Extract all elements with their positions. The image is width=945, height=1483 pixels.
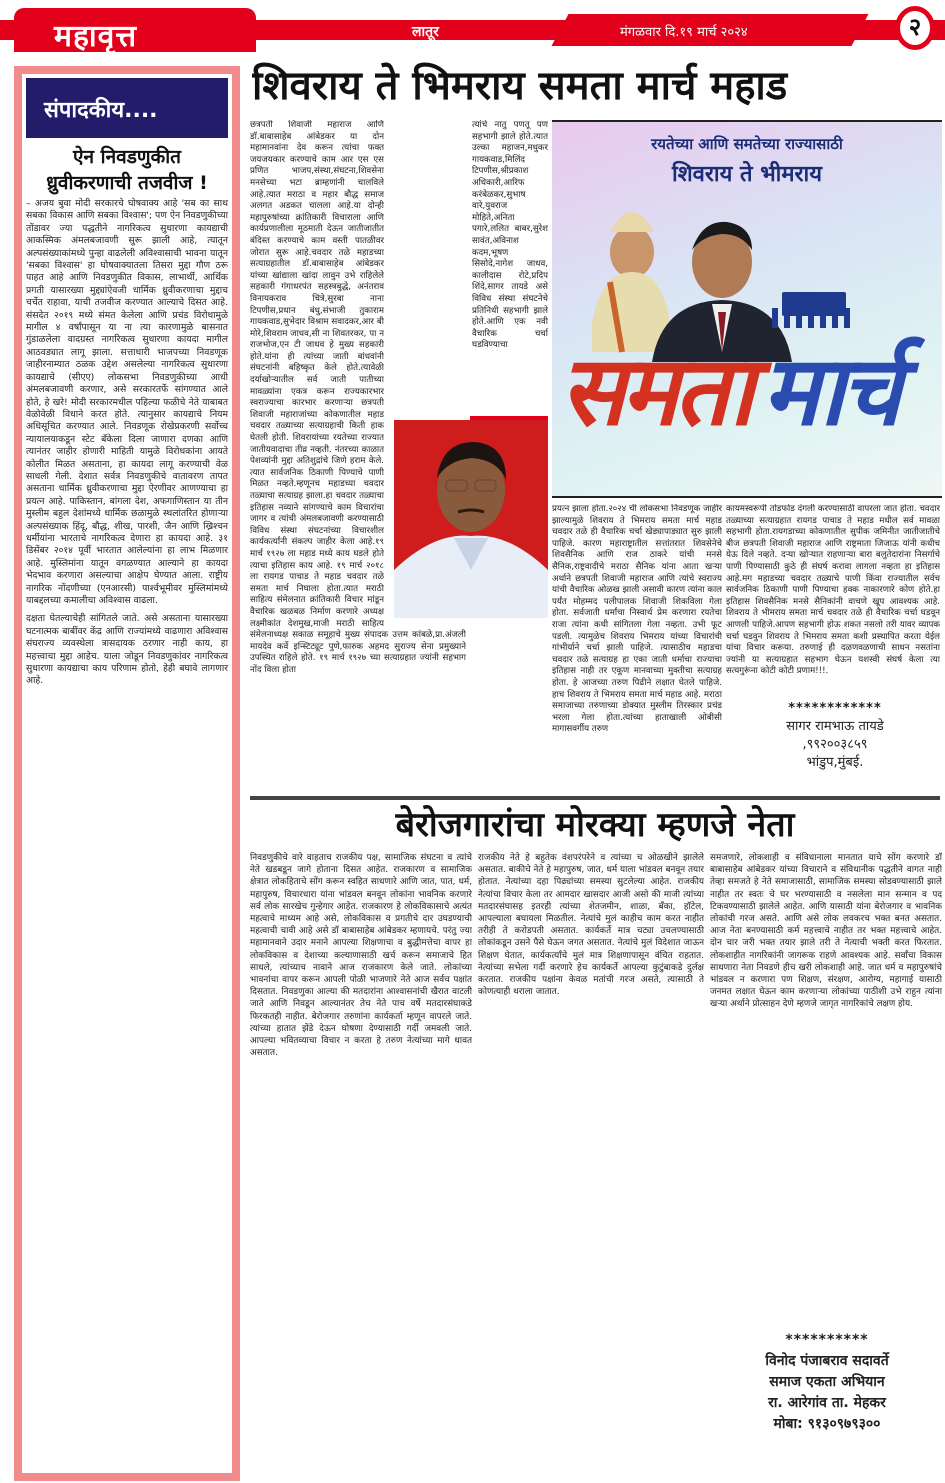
masthead	[0, 0, 945, 56]
signature-stars: **********	[785, 1332, 869, 1348]
author-name: विनोद पंजाबराव सदावर्ते	[765, 1353, 889, 1369]
author-address: रा. आरेगांव ता. मेहकर	[768, 1395, 886, 1411]
page-number: २	[895, 6, 935, 50]
article1-column-2: त्यांचे नातु पणतू पण सहभागी झाले होते.त्यात उल्का महाजन,मधुकर गायकवाड,मिलिंद टिपणीस,श्रीप्रकाश अधिकारी,आरिफ करंबेळकर,सुभाष वारे,युवराज मोहिते,अनिता पगारे,ललित बाबर,सुरेश सावंत,अविनाश कदम,भूषण सिसोदे,नागेश जाधव, कालीदास रोटे,प्रदिप शिंदे,सागर तायडे असे विविध संस्था संघटनेचे प्रतिनिधी सहभागी झाले होते.आणि एक नवी वैचारिक चर्चा घडविण्याचा	[472, 120, 548, 351]
section-divider	[250, 796, 940, 800]
article2-headline: बेरोजगारांचा मोरक्या म्हणजे नेता	[395, 805, 795, 845]
editorial-title-line2: ध्रुवीकरणाची तजवीज !	[46, 172, 208, 194]
article1-column-3: प्रयत्न झाला होता.२०२४ ची लोकसभा निवडणूक जाहीर झाल्यामुळे शिवराय ते भिमराय समता मार्च महाड चवदार तळे ही वैचारिक चर्चा खेड्यापाड्यात सुरु झाली पाहिजे. कारण महाराष्ट्रातील सत्तांतरात शिवसेनेचे शिवसैनिक आणि राज ठाकरे यांची मनसे सैनिक,राष्ट्रवादीचे मराठा सैनिक यांना आता खऱ्या अर्थाने छत्रपती शिवाजी महाराज आणि त्यांचे स्वराज्य यांची वैचारिक ओळख झाली असावी कारण त्यांना काल पर्यंत मोहम्मद पलीपालक शिवाजी शिकविला गेला होता. सर्वजाती धर्मांचा निस्वार्थ प्रेम करणारा रयतेचा राजा त्यांना कधी सांगितला गेला नव्हता. उभी फूट पडली. त्यामुळेच शिवराय भिमराय यांच्या विचारांची गांभीर्याने चर्चा झाली पाहिजे. त्यासाठीच महाडचा चवदार तळे सत्याग्रह हा एका जाती धर्माचा राज्याचा इतिहास नाही तर एकूण मानवाच्या मुक्तीचा सत्याग्रह होता. हे आजच्या तरुण पिढीने लक्षात घेतले पाहिजे. हाच शिवराय ते भिमराय समता मार्च महाड आहे. मराठा समाजाच्या तरुणाच्या डोक्यात मुस्लीम तिरस्कार प्रचंड भरला गेला होता.त्यांच्या हाताखाली ओबीसी मागासवर्गीय तरुण	[552, 504, 722, 735]
poster-word-march: मार्च	[762, 335, 898, 447]
article1-headline: शिवराय ते भिमराय समता मार्च महाड	[252, 63, 788, 109]
editorial-body-end: दक्षता घेतल्याचेही सांगितले जाते. असे असताना यासारख्या घटनात्मक बाबींवर केंद्र आणि राज्यांमध्ये वाढणारा अविश्वास संघराज्य व्यवस्थेला त्रासदायक ठरणार नाही काय, हा महत्त्वाचा मुद्दा आहेच. याला जोडून निवडणुकांवर नागरिकत्व सुधारणा कायद्याचा काय परिणाम होतो, हेही बघावे लागणार आहे.	[26, 613, 228, 687]
article2-column-1: निवडणुकीचे वारे वाहताच राजकीय पक्ष, सामाजिक संघटना व त्यांचे नेते खडबडून जागे होताना दिसत आहेत. राजकारण व सामाजिक क्षेत्रात लोकहिताचे सोंग करून स्वहित साधणारे आणि जात, पात, धर्म, महापुरुष, विचारधारा यांना भांडवल बनवून लोकांना भावनिक करणारे सर्व लोक सारखेच गुन्हेगार आहेत. राजकारण हे लोकविकासाचे अत्यंत महत्वाचे माध्यम आहे असे, लोकविकास व प्रगतीचे दार उघडण्याची महत्वाची चावी आहे असे डॉ बाबासाहेब आंबेडकर म्हणायचे. परंतु ज्या महामानवाने उदार मनाने आपल्या शिक्षणाचा व बुद्धीमत्तेचा वापर हा लोकविकास व देशाच्या कल्याणासाठी खर्च करून समाजाचे हित साधले, त्यांच्याच नावाने आज राजकारण केले जाते. लोकांच्या भावनांचा वापर करून आपली पोळी भाजणारे नेते आज सर्वच पक्षांत दिसतात. निवडणुका आल्या की मतदारांना आश्वासनांची खैरात वाटली जाते आणि निवडून आल्यानंतर तेच नेते पाच वर्षे मतदारसंघाकडे फिरकतही नाहीत. बेरोजगार तरुणांना कार्यकर्ता म्हणून वापरले जाते. त्यांच्या हातात झेंडे देऊन घोषणा देण्यासाठी गर्दी जमवली जाते. आपल्या भवितव्याचा विचार न करता हे तरुण नेत्यांच्या मागे धावत असतात.	[250, 853, 472, 1059]
issue-date: मंगळवार दि.१९ मार्च २०२४	[620, 25, 748, 40]
article2-column-3: समजणारे, लोकशाही व संविधानाला मानतात याचे सोंग करणारे डॉ बाबासाहेब आंबेडकर यांच्या विचाराने व संविधानीक पद्धतीने वागत नाही तेव्हा समजते हे नेते समाजासाठी, सामाजिक समस्या सोडवण्यासाठी झाले नाहीत तर स्वतः चे घर भरण्यासाठी व नसलेला मान सन्मान व पद टिकवण्यासाठी झालेले आहेत. आणि यासाठी यांना बेरोजगार व भावनिक लोकांची गरज असते. आणि असे लोक लवकरच भक्त बनत असतात. आज नेता बनण्यासाठी कर्म महत्त्वाचे नाहीत तर भक्त महत्त्वाचे आहेत. दोन चार जरी भक्त तयार झाले तरी ते नेत्याची भक्ती करत फिरतात. लोकशाहीत नागरिकांनी जागरूक राहणे आवश्यक आहे. सर्वांचा विकास साधणारा नेता निवडणे हीच खरी लोकशाही आहे. जात धर्म व महापुरुषांचे भांडवल न करणारा पण शिक्षण, संरक्षण, आरोग्य, महागाई यासाठी जनमत लक्षात घेऊन काम करणाऱ्या लोकांच्या पाठीशी उभे राहुन त्यांना खऱ्या अर्थाने प्रोत्साहन देणे म्हणजे जागृत नागरिकांचे लक्षण होय.	[710, 853, 942, 1010]
editorial-body: – अजय बुवा मोदी सरकारचे घोषवाक्य आहे 'सब का साथ सबका विकास आणि सबका विश्वास'; पण ऐन निवडणुकीच्या तोंडावर ज्या पद्धतीने नागरिकत्व सुधारणा कायद्याची आकस्मिक अंमलबजावणी सुरू झाली आहे, त्यातून अल्पसंख्याकांमध्ये पुन्हा वाढलेली अविश्वासाची भावना यातून 'सबका विश्वास' हा घोषवाक्यातला तिसरा मुद्दा गौण ठरू पाहत आहे आणि निवडणुकीत विकास, लाभार्थी, आर्थिक प्रगती यासारख्या मुद्द्यांऐवजी धार्मिक ध्रुवीकरणाचा मुद्दाच चर्चेत राहावा, याची तजवीज करण्यात आल्याचे दिसत आहे. संसदेत २०१९ मध्ये संमत केलेला आणि प्रचंड विरोधामुळे मागील ४ वर्षांपासून या ना त्या कारणामुळे बासनात गुंडाळलेला वादग्रस्त नागरिकत्व सुधारणा कायदा मागील आठवड्यात लागू झाला. सत्ताधारी भाजपच्या निवडणूक जाहीरनाम्यात ठळक उद्देश असलेल्या नागरिकत्व सुधारणा कायद्याचे (सीएए) लोकसभा निवडणुकीच्या आधी अंमलबजावणी करणार, असे सरकारतर्फे सांगण्यात आले होते, हे खरे! मोदी सरकारमधील पहिल्या फळीचे नेते याबाबत वेळोवेळी विधाने करत होते. त्यानुसार कायद्याचे नियम अधिसूचित करण्यात आले. निवडणूक रोखेप्रकरणी सर्वोच्च न्यायालयाकडून स्टेट बँकेला दिला जाणारा दणका आणि त्यानंतर जाहीर होणारी माहिती यामुळे विरोधकांना आयते कोलीत मिळत असताना, हा कायदा लागू करण्याची वेळ साधली गेली. देशात सर्वत्र निवडणुकीचे वातावरण तापत असताना धार्मिक ध्रुवीकरणाचा मुद्दा ऐरणीवर आणण्याचा हा प्रयत्न आहे. पाकिस्तान, बांगला देश, अफगाणिस्तान या तीन मुस्लीम बहुल देशांमध्ये धार्मिक छळामुळे स्थलांतरित होणाऱ्या अल्पसंख्याक हिंदू, बौद्ध, शीख, पारशी, जैन आणि ख्रिश्चन धर्मीयांना भारताचे नागरिकत्व देणारा हा कायदा आहे. ३१ डिसेंबर २०१४ पूर्वी भारतात आलेल्यांना हा लाभ मिळणार आहे. मुस्लिमांना यातून वगळण्यात आल्याने हा कायदा भेदभाव करणारा असल्याचा आक्षेप घेण्यात आला. राष्ट्रीय नागरिक नोंदणीच्या (एनआरसी) पार्श्वभूमीवर मुस्लिमांमध्ये याबद्दलच्या कमालीचा अविश्वास वाढला.	[26, 198, 228, 606]
article1-signature	[730, 700, 940, 772]
samata-march-poster	[552, 120, 942, 498]
article2-signature	[712, 1330, 942, 1435]
edition-city: लातूर	[412, 24, 439, 40]
poster-subtitle: रयतेच्या आणि समतेच्या राज्यासाठी	[651, 135, 843, 153]
paper-logo: महावृत्त	[54, 19, 138, 54]
signature-stars: ************	[788, 701, 882, 716]
editorial-title	[26, 144, 228, 196]
portrait-icon	[394, 420, 548, 618]
poster-title: शिवराय ते भीमराय	[672, 162, 822, 187]
article2-column-2: राजकीय नेते हे बहुतेक वंशपरंपरेने व त्यांच्या च ओळखीने झालेले असतात. बाकीचे नेते हे महापुरुष, जात, धर्म याला भांडवल बनवून तयार होतात. नेत्यांच्या दहा पिढ्यांच्या समस्या सुटलेल्या आहेत. राजकीय नेत्यांचा विचार केला तर आमदार खासदार आजी असो की माजी त्यांच्या मतदारसंघासह इतरही त्यांच्या शेतजमीन, शाळा, बँका, हॉटेल, आपल्याला बघायला मिळतील. नेत्यांचे मुलं काहीच काम करत नाहीत तरीही ते करोडपती असतात. कार्यकर्ते मात्र चट्या उचलण्यासाठी लोकांकडून उसने पैसे घेऊन जगत असतात. नेत्यांचे मुलं विदेशात जाऊन शिक्षण घेतात, कार्यकर्त्यांचे मुलं मात्र शिक्षणापासून वंचित राहतात. नेत्यांच्या सभेला गर्दी करणारे हेच कार्यकर्ते आपल्या कुटुंबाकडे दुर्लक्ष करतात. राजकीय पक्षांना केवळ मतांची गरज असते, त्यासाठी ते कोणत्याही थराला जातात.	[478, 853, 704, 998]
poster-word-samata: समता	[560, 335, 750, 447]
editorial-section-label: संपादकीय....	[26, 78, 228, 138]
logo-box	[14, 8, 256, 52]
editorial-box	[14, 66, 240, 1481]
author-place: भांडुप,मुंबई.	[806, 755, 864, 770]
author-phone: मोबा: ९१३०९७९३००	[773, 1416, 881, 1432]
author-photo	[394, 420, 548, 618]
author-phone: ,९९२००३८५९	[802, 737, 868, 752]
author-organization: समाज एकता अभियान	[769, 1374, 885, 1390]
author-name: सागर रामभाऊ तायडे	[786, 719, 884, 734]
editorial-title-line1: ऐन निवडणुकीत	[73, 146, 181, 168]
article1-column-4: कायमस्वरूपी तोडफोड दंगली करण्यासाठी वापरला जात होता. चवदार तळ्याच्या सत्याग्रहात रायगड पाचाड ते महाड मधील सर्व मावळा सहभागी होता.रायगडाच्या कोकणातील सुपीक जमिनीत जातीजातीचे बीज छत्रपती शिवाजी महाराज आणि राष्ट्रमाता जिजाऊ यांनी कधीच येऊ दिले नव्हते. दऱ्या खोऱ्यात राहणाऱ्या बारा बलुतेदारांना निसर्गाचे पाणी पिण्यासाठी कुठे ही संघर्ष करावा लागला नव्हता हा इतिहास आहे.मग महाडच्या चवदार तळ्याचे पाणी किंवा राज्यातील सर्वच सार्वजनिक ठिकाणी पाणी पिण्याचा हक्क नाकारणारे कोण होते.हा इतिहास शिवसैनिक मनसे सैनिकांनी वाचणे खूप आवश्यक आहे. शिवराय ते भीमराय समता मार्च चवदार तळे ही वैचारिक चर्चा घडवून आणली पाहिजे.आपण सहभागी होऊ शकत नसलो तरी यावर व्यापक चर्चा घडवुन शिवराय ते भिमराय समता कशी प्रस्थापित करता येईल यांचा विचार करूया. तरुणाई ही दळणवळणाची साधन नसतांना ज्यांनी या सत्याग्रहात सहभाग घेऊन यशस्वी संघर्ष केला त्या सत्यगुरूंना कोटी कोटी प्रणाम!!!.	[726, 504, 940, 677]
article1-column-1-text: छत्रपती शिवाजी महाराज आणि डॉ.बाबासाहेब आंबेडकर या दोन महामानवांना देव करून त्यांचा फक्त जयजयकार करण्याचे काम आर एस एस प्रणित भाजप,संस्था,संघटना,शिवसेना मनसेच्या भटा ब्राम्हणांनी चालविले आहे.त्यात मराठा व महार बौद्ध समाज अलगत अडकत चालला आहे.या दोन्ही महापुरुषांच्या क्रांतिकारी विचाराला आणि कार्यप्रणालीला मूठमाती देऊन जातीजातीत बंदिस्त करण्याचे काम वस्ती पातळीवर जोरात सुरू आहे.चवदार तळे महाडच्या सत्याग्रहातील डॉ.बाबासाहेब आंबेडकर यांच्या खांद्याला खांदा लावुन उभे राहिलेले सहकारी गंगाधरपंत सहस्त्रबुद्धे, अनंतराव विनायकराव चित्रे,सुरबा नाना टिपणीस,प्रधान बंधु,संभाजी तुकाराम गायकवाड,सुभेदार विश्राम सवादकर,आर बी मोरे,शिवराम जाधव,सी ना शिवतरकर, पा न राजभोज,एन टी जाधव हे मुख्य सहकारी होते.यांना ही त्यांच्या जाती बांधवांनी संघटनांनी बहिष्कृत केले होते.त्यावेळी दर्याखोऱ्यातील सर्व जाती पातीच्या मावळ्यांना एकत्र करून राज्यकारभार स्वराज्याचा कारभार करणाऱ्या छत्रपती शिवाजी महाराजांच्या कोकणातील महाड चवदार तळ्याच्या सत्याग्रहाची किती हाक घेतली होती. शिवरायांच्या रयतेच्या राज्यात जातीयवादाचा तीव्र नव्हती. नंतरच्या काळात पेशव्यांनी मुद्दा अतिशुद्रांचे जिणे हराम केले. त्यात सार्वजनिक ठिकाणी पिण्याचे पाणी मिळत नव्हते.म्हणूनच महाडच्या चवदार तळ्याचा सत्याग्रह झाला.हा चवदार तळ्याचा इतिहास नव्याने सांगण्याचे काम विचारांचा जागर व त्यांची अंमलबजावणी करण्यासाठी विविध संस्था संघटनांच्या विचारशील कार्यकर्त्यांनी संकल्प जाहीर केला आहे.१९ मार्च १९२७ ला महाड मध्ये काय घडले होते त्याचा इतिहास काय आहे. १९ मार्च २०१८ ला रायगड पाचाड ते महाड चवदार तळे समता मार्च निघाला होता.त्यात मराठी साहित्य संमेलनात क्रांतिकारी विचार मांडून वैचारिक खळबळ निर्माण करणारे अध्यक्ष लक्ष्मीकांत देशमुख,माजी मराठी साहित्य संमेलनाध्यक्ष सकाळ समूहाचे मुख्य संपादक उत्तम कांबळे,प्रा.अंजली मायदेव कर्वे इन्स्टिट्यूट पुणे,फारुक अहमद सुराज्य सेना प्रमुख्याने उपस्थित राहिले होते. १९ मार्च १९२७ च्या सत्याग्रहात ज्यांनी सहभाग नोंद विला होता	[250, 120, 466, 675]
